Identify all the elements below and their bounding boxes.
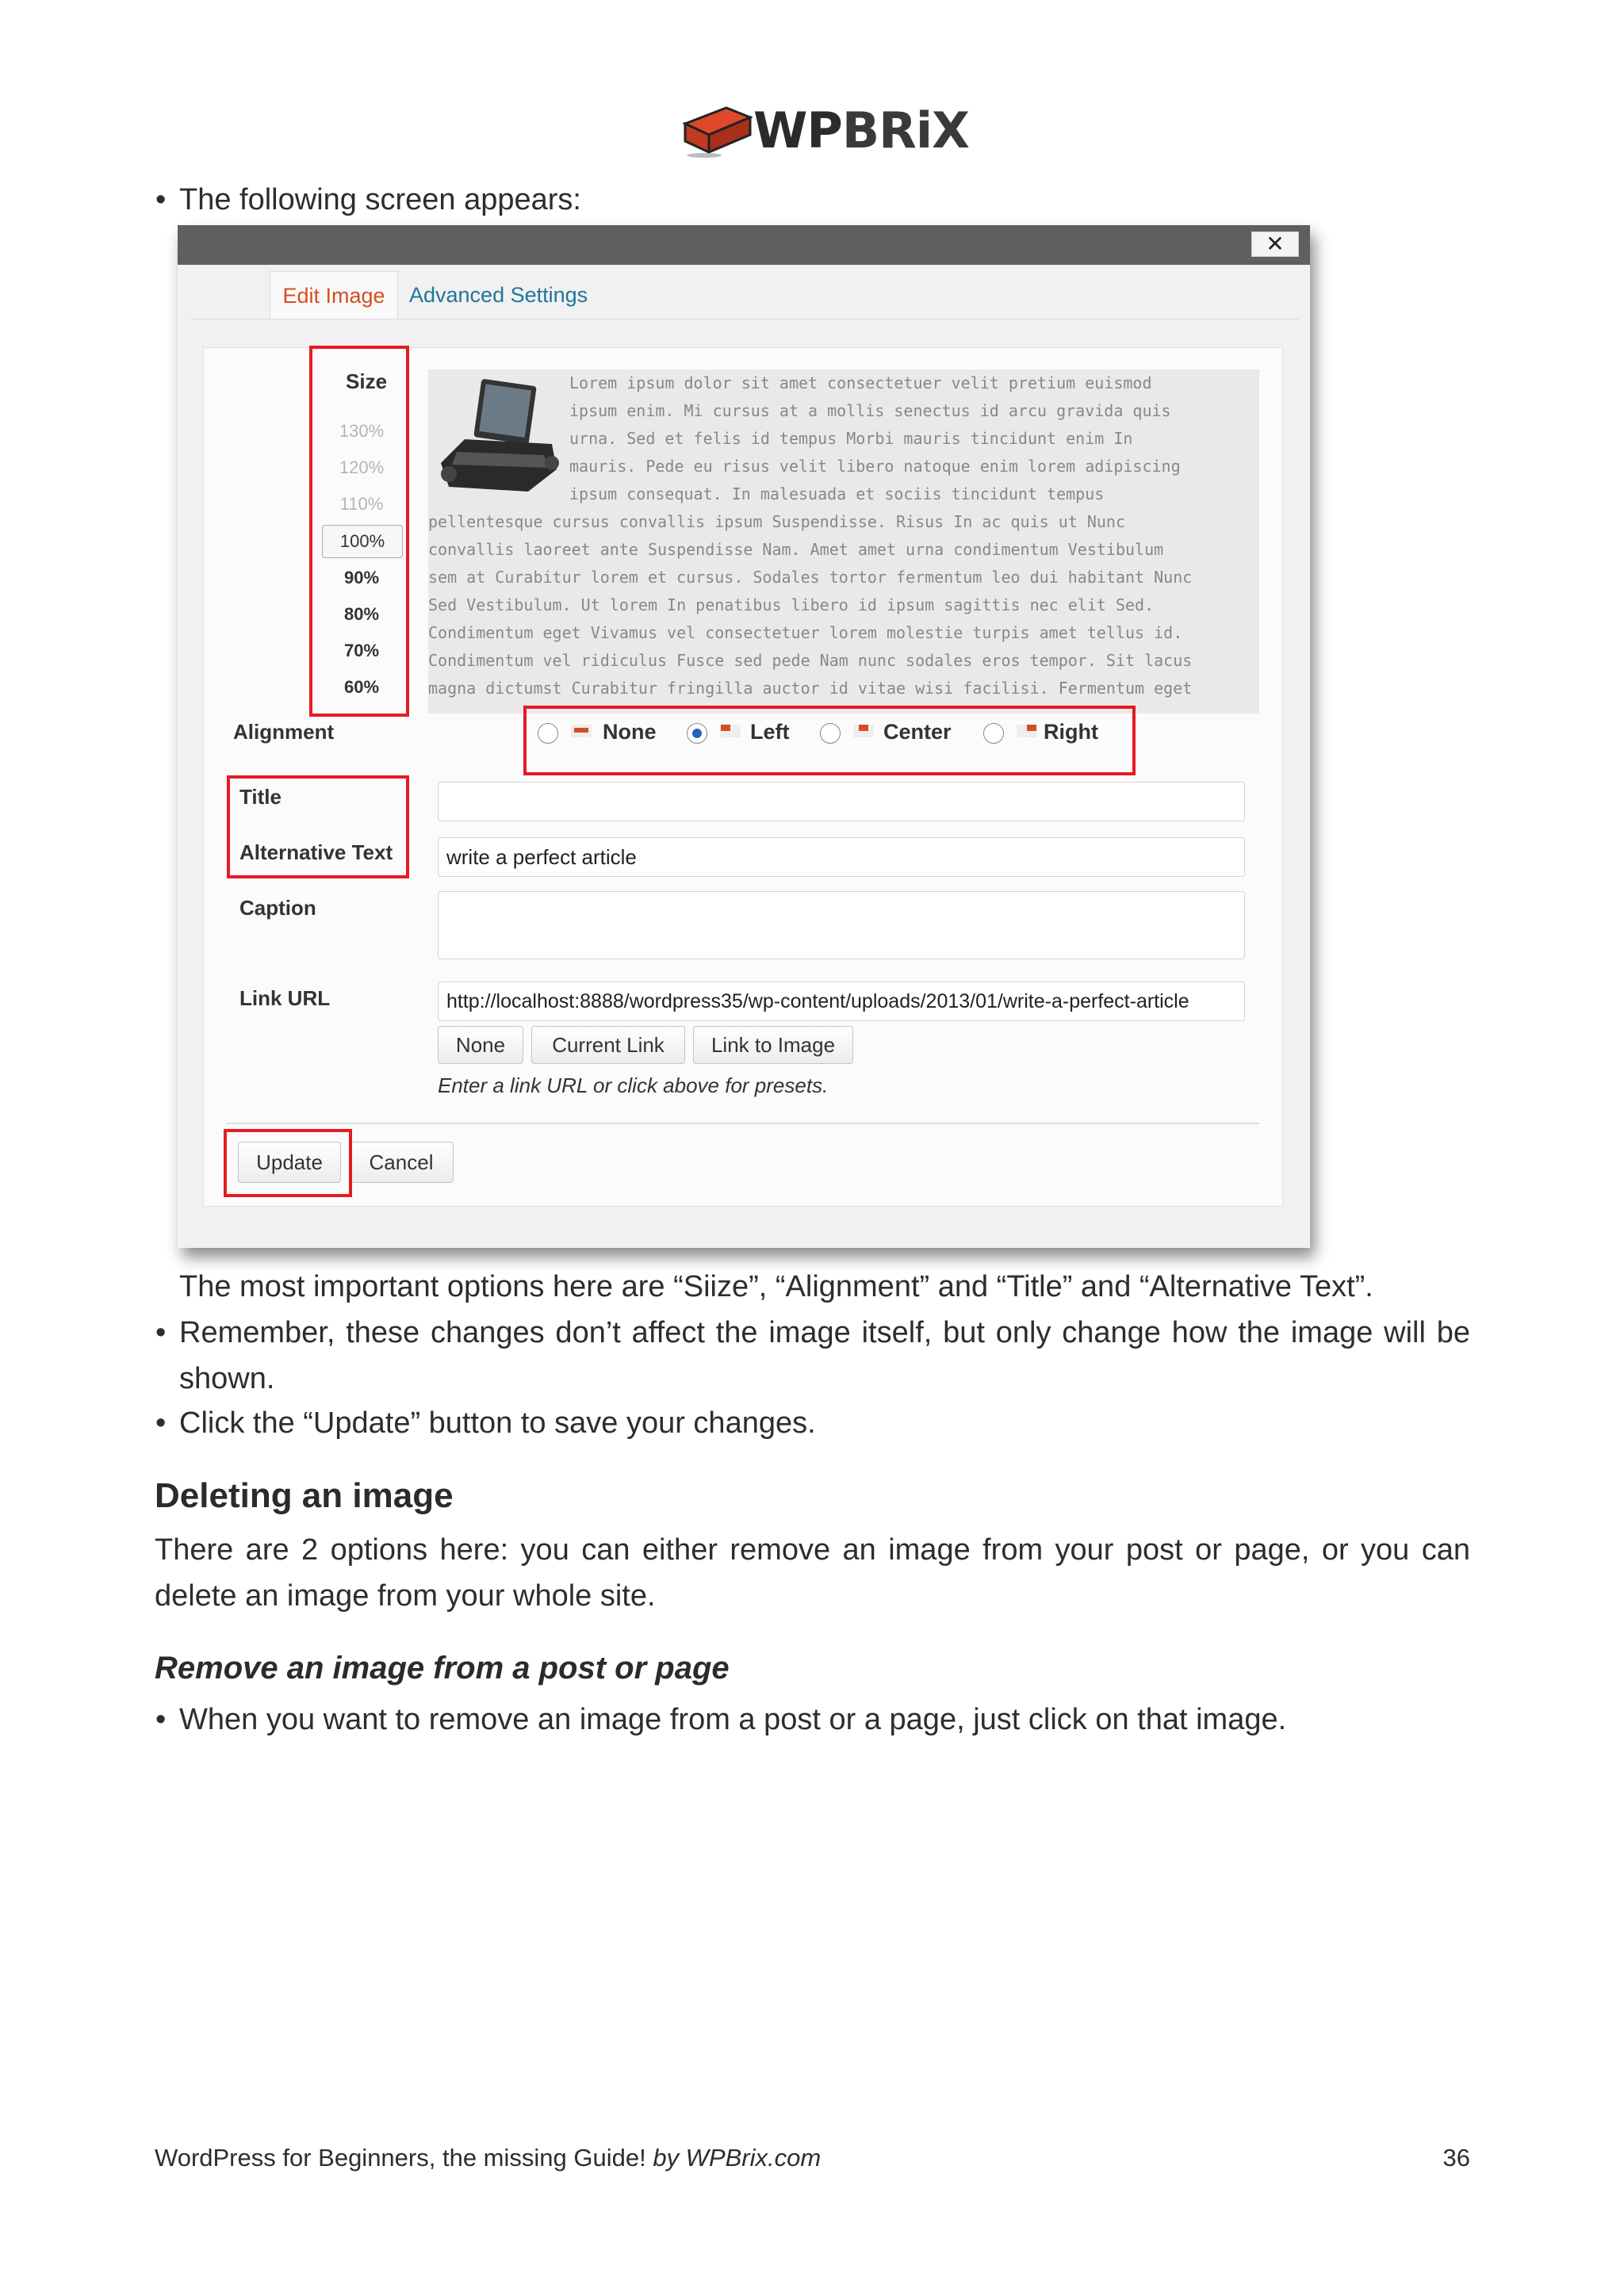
brick-icon bbox=[680, 103, 753, 159]
subsection-heading: Remove an image from a post or page bbox=[155, 1651, 730, 1686]
size-highlight-box bbox=[309, 346, 409, 717]
section-paragraph: There are 2 options here: you can either remove an image from your post or page, or you can delete an image from your whole site. bbox=[155, 1533, 1470, 1613]
link-none-button[interactable]: None bbox=[438, 1026, 523, 1064]
action-divider bbox=[227, 1123, 1259, 1124]
size-option-110[interactable]: 110% bbox=[339, 494, 384, 514]
page-number: 36 bbox=[1442, 2144, 1470, 2172]
link-hint: Enter a link URL or click above for presets. bbox=[438, 1073, 829, 1097]
footer-title: WordPress for Beginners, the missing Guide! by WPBrix.com bbox=[155, 2144, 822, 2172]
wpbrix-logo bbox=[680, 100, 969, 162]
alternative-text-input[interactable]: write a perfect article bbox=[438, 837, 1245, 877]
update-button[interactable]: Update bbox=[238, 1142, 341, 1183]
size-option-60[interactable]: 60% bbox=[343, 677, 380, 697]
alignment-highlight-box bbox=[523, 706, 1136, 775]
cancel-button[interactable]: Cancel bbox=[349, 1142, 454, 1183]
remember-bullet: • Remember, these changes don’t affect the image itself, but only change how the image will be shown. bbox=[179, 1310, 1470, 1402]
title-input[interactable] bbox=[438, 782, 1245, 821]
size-option-80[interactable]: 80% bbox=[343, 604, 380, 624]
title-label: Title bbox=[239, 785, 282, 809]
intro-bullet: • The following screen appears: bbox=[179, 177, 581, 223]
options-summary: The most important options here are “Siize”, “Alignment” and “Title” and “Alternative Text”. bbox=[179, 1270, 1373, 1303]
caption-label: Caption bbox=[239, 896, 316, 920]
remove-bullet: • When you want to remove an image from a post or a page, just click on that image. bbox=[179, 1697, 1286, 1743]
align-right-label: Right bbox=[1044, 720, 1098, 744]
close-icon: ✕ bbox=[1266, 232, 1285, 256]
alignment-label: Alignment bbox=[233, 720, 335, 744]
size-option-100[interactable]: 100% bbox=[322, 525, 403, 558]
typewriter-image bbox=[433, 376, 563, 498]
link-url-input[interactable]: http://localhost:8888/wordpress35/wp-content/uploads/2013/01/write-a-perfect-article bbox=[438, 982, 1245, 1021]
caption-textarea[interactable] bbox=[438, 891, 1245, 959]
align-left-label: Left bbox=[750, 720, 790, 744]
size-option-120[interactable]: 120% bbox=[339, 457, 385, 477]
dialog-title-bar bbox=[178, 225, 1310, 265]
update-bullet: • Click the “Update” button to save your changes. bbox=[179, 1400, 816, 1446]
tab-divider bbox=[190, 319, 1299, 320]
size-option-90[interactable]: 90% bbox=[343, 568, 380, 587]
link-url-label: Link URL bbox=[239, 986, 331, 1010]
preview-text: Lorem ipsum dolor sit amet consectetuer velit pretium euismod ipsum enim. Mi cursus at a mollis senectus id arcu gravida quis urna. Sed et felis id tempus Morbi mauris tincidunt enim In mauris. Pede eu risus velit libero natoque enim lorem adipiscing ipsum consequat. In malesuada et sociis tincidunt tempus pellentesque cursus convallis ipsum Suspendisse. Risus In ac quis ut Nunc convallis laoreet ante Suspendisse Nam. Amet amet urna condimentum Vestibulum sem at Curabitur lorem et cursus. Sodales tortor fermentum leo dui habitant Nunc Sed Vestibulum. Ut lorem In penatibus libero id ipsum sagittis nec elit Sed. Condimentum eget Vivamus vel consectetuer lorem molestie turpis amet tellus id. Condimentum vel ridiculus Fusce sed pede Nam nunc sodales eros tempor. Sit lacus magna dictumst Curabitur fringilla auctor id vitae wisi facilisi. Fermentum eget bbox=[428, 369, 1259, 714]
align-center-label: Center bbox=[883, 720, 952, 744]
tab-advanced-settings[interactable]: Advanced Settings bbox=[409, 283, 588, 307]
section-heading: Deleting an image bbox=[155, 1476, 454, 1515]
update-highlight-box bbox=[224, 1129, 352, 1197]
title-alt-highlight-box bbox=[227, 775, 409, 878]
alternative-text-label: Alternative Text bbox=[239, 840, 393, 864]
size-option-130[interactable]: 130% bbox=[339, 421, 385, 441]
tab-edit-image[interactable]: Edit Image bbox=[270, 271, 398, 320]
size-option-70[interactable]: 70% bbox=[343, 641, 380, 660]
link-to-image-button[interactable]: Link to Image bbox=[693, 1026, 853, 1064]
logo-wordmark: WPBRiX bbox=[753, 101, 969, 159]
align-none-label: None bbox=[603, 720, 657, 744]
close-button[interactable] bbox=[1251, 232, 1299, 257]
size-label: Size bbox=[346, 369, 388, 393]
current-link-button[interactable]: Current Link bbox=[531, 1026, 685, 1064]
